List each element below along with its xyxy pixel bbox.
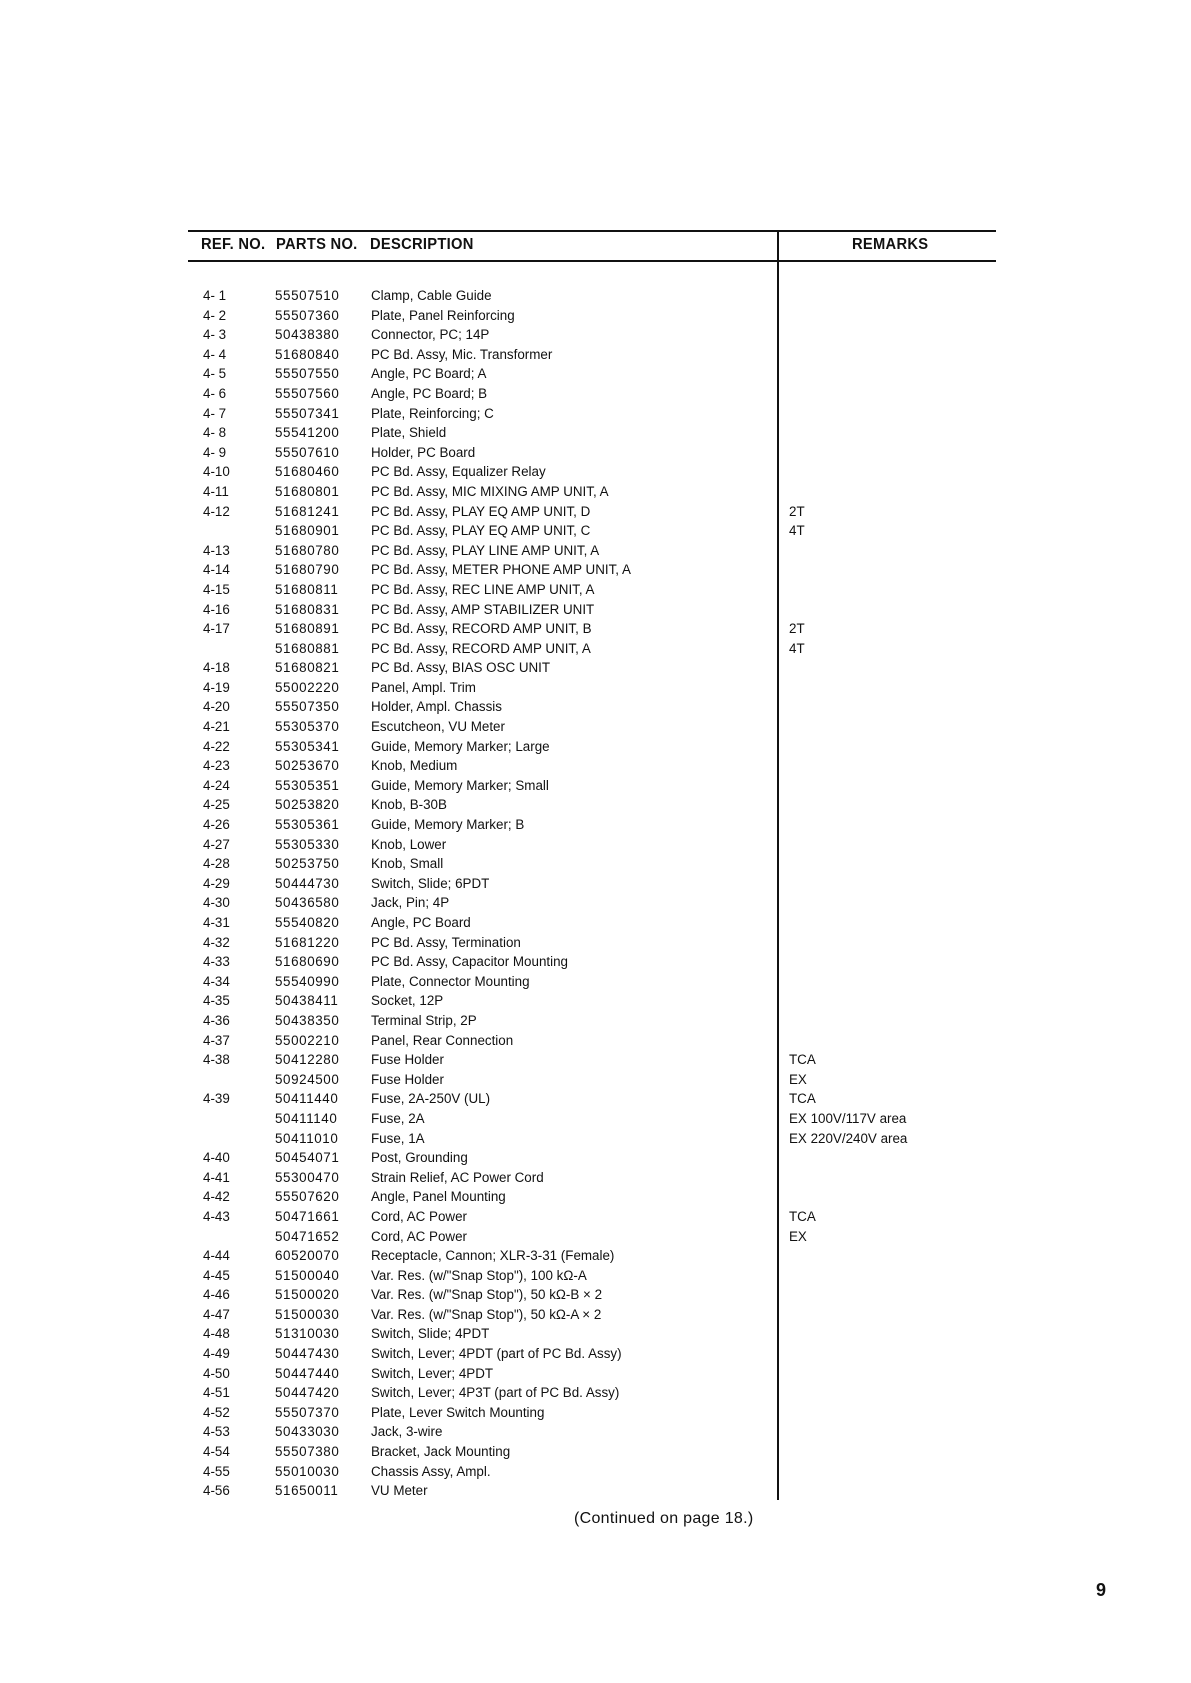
row-parts-no: 51310030 [275, 1326, 340, 1342]
table-row [0, 1324, 1191, 1344]
table-row [0, 952, 1191, 972]
row-ref-no: 4-24 [203, 777, 230, 793]
table-row [0, 776, 1191, 796]
row-ref-no: 4-14 [203, 562, 230, 578]
row-ref-no: 4-10 [203, 464, 230, 480]
table-row [0, 345, 1191, 365]
table-row [0, 1266, 1191, 1286]
row-description: Cord, AC Power [371, 1228, 468, 1244]
row-ref-no: 4-56 [203, 1483, 230, 1499]
row-parts-no: 51680831 [275, 601, 340, 617]
table-row [0, 933, 1191, 953]
table-row [0, 639, 1191, 659]
header-description: DESCRIPTION [370, 236, 474, 253]
table-header-rule [188, 260, 996, 262]
row-remarks: TCA [789, 1091, 816, 1107]
row-parts-no: 55507380 [275, 1444, 340, 1460]
row-ref-no: 4-26 [203, 817, 230, 833]
row-ref-no: 4-40 [203, 1150, 230, 1166]
row-ref-no: 4-41 [203, 1169, 230, 1185]
row-parts-no: 50411010 [275, 1130, 339, 1146]
row-parts-no: 55507360 [275, 307, 340, 323]
table-row [0, 580, 1191, 600]
row-remarks: 4T [789, 640, 805, 656]
row-description: Plate, Connector Mounting [371, 973, 530, 989]
continued-note: (Continued on page 18.) [574, 1510, 754, 1527]
row-ref-no: 4-15 [203, 581, 230, 597]
row-parts-no: 55507350 [275, 699, 340, 715]
row-parts-no: 50447440 [275, 1365, 340, 1381]
row-ref-no: 4-48 [203, 1326, 230, 1342]
table-row [0, 1070, 1191, 1090]
row-description: Var. Res. (w/"Snap Stop"), 50 kΩ-B × 2 [371, 1287, 603, 1303]
table-row [0, 1031, 1191, 1051]
row-ref-no: 4-28 [203, 856, 230, 872]
row-description: Chassis Assy, Ampl. [371, 1463, 491, 1479]
row-ref-no: 4-27 [203, 836, 230, 852]
table-row [0, 1207, 1191, 1227]
row-ref-no: 4-20 [203, 699, 230, 715]
row-parts-no: 55305330 [275, 836, 340, 852]
row-ref-no: 4-31 [203, 915, 230, 930]
row-description: Panel, Ampl. Trim [371, 679, 476, 695]
row-ref-no: 4-35 [203, 993, 230, 1009]
row-description: Receptacle, Cannon; XLR-3-31 (Female) [371, 1248, 615, 1264]
row-parts-no: 51680460 [275, 464, 340, 480]
row-ref-no: 4-19 [203, 679, 230, 695]
row-parts-no: 51680811 [275, 581, 339, 597]
row-remarks: EX [789, 1071, 807, 1087]
row-parts-no: 55507560 [275, 385, 340, 401]
row-parts-no: 50447420 [275, 1385, 340, 1401]
table-row [0, 600, 1191, 620]
row-parts-no: 50444730 [275, 875, 340, 891]
row-description: Plate, Panel Reinforcing [371, 307, 515, 323]
row-parts-no: 55305361 [275, 817, 340, 833]
row-description: Bracket, Jack Mounting [371, 1444, 511, 1460]
row-parts-no: 55002220 [275, 679, 340, 695]
row-parts-no: 55507510 [275, 288, 340, 303]
table-row [0, 697, 1191, 717]
row-remarks: EX 100V/117V area [789, 1110, 907, 1126]
row-description: PC Bd. Assy, METER PHONE AMP UNIT, A [371, 562, 631, 578]
row-description: Angle, PC Board; A [371, 366, 487, 382]
table-row [0, 1462, 1191, 1482]
row-description: Connector, PC; 14P [371, 327, 490, 343]
row-ref-no: 4-13 [203, 542, 230, 558]
row-description: PC Bd. Assy, REC LINE AMP UNIT, A [371, 581, 595, 597]
row-description: PC Bd. Assy, RECORD AMP UNIT, B [371, 621, 592, 637]
row-parts-no: 51500040 [275, 1267, 340, 1283]
row-parts-no: 55300470 [275, 1169, 340, 1185]
row-ref-no: 4-43 [203, 1208, 230, 1224]
row-ref-no: 4- 4 [203, 346, 227, 362]
header-parts-no: PARTS NO. [276, 236, 358, 253]
row-parts-no: 55305370 [275, 719, 340, 735]
row-description: Var. Res. (w/"Snap Stop"), 50 kΩ-A × 2 [371, 1306, 602, 1322]
row-description: Angle, Panel Mounting [371, 1189, 506, 1205]
table-row [0, 1227, 1191, 1247]
row-description: PC Bd. Assy, RECORD AMP UNIT, A [371, 640, 591, 656]
row-description: Escutcheon, VU Meter [371, 719, 505, 735]
row-description: Fuse Holder [371, 1071, 444, 1087]
table-row [0, 1109, 1191, 1129]
row-remarks: TCA [789, 1208, 816, 1224]
table-row [0, 717, 1191, 737]
row-parts-no: 50411440 [275, 1091, 339, 1107]
row-parts-no: 50924500 [275, 1071, 340, 1087]
row-parts-no: 55507550 [275, 366, 340, 382]
row-remarks: TCA [789, 1052, 816, 1068]
row-ref-no: 4-11 [203, 483, 229, 499]
table-row [0, 658, 1191, 678]
row-parts-no: 55540990 [275, 973, 340, 989]
row-description: Var. Res. (w/"Snap Stop"), 100 kΩ-A [371, 1267, 587, 1283]
row-ref-no: 4-42 [203, 1189, 230, 1205]
row-description: Switch, Slide; 4PDT [371, 1326, 490, 1342]
row-parts-no: 55305341 [275, 738, 340, 754]
table-row [0, 1442, 1191, 1462]
row-parts-no: 51680901 [275, 523, 340, 539]
table-row [0, 1383, 1191, 1403]
table-row [0, 1187, 1191, 1207]
row-ref-no: 4-33 [203, 954, 230, 970]
row-description: Plate, Reinforcing; C [371, 405, 494, 421]
table-row [0, 325, 1191, 345]
table-row [0, 815, 1191, 835]
row-ref-no: 4-21 [203, 719, 230, 735]
table-row [0, 1285, 1191, 1305]
row-description: PC Bd. Assy, Termination [371, 934, 521, 950]
row-parts-no: 50253670 [275, 758, 340, 774]
table-row [0, 756, 1191, 776]
row-description: PC Bd. Assy, Capacitor Mounting [371, 954, 568, 970]
row-ref-no: 4- 1 [203, 288, 227, 303]
row-ref-no: 4-17 [203, 621, 230, 637]
row-ref-no: 4- 3 [203, 327, 227, 343]
row-description: Angle, PC Board; B [371, 385, 488, 401]
table-row [0, 913, 1191, 933]
table-row [0, 1305, 1191, 1325]
row-parts-no: 55507370 [275, 1404, 340, 1420]
row-ref-no: 4-16 [203, 601, 230, 617]
row-description: Guide, Memory Marker; B [371, 817, 525, 833]
row-description: Guide, Memory Marker; Small [371, 777, 549, 793]
row-ref-no: 4-45 [203, 1267, 230, 1283]
table-row [0, 1089, 1191, 1109]
row-ref-no: 4-32 [203, 934, 230, 950]
row-ref-no: 4- 7 [203, 405, 227, 421]
table-row [0, 541, 1191, 561]
row-parts-no: 50433030 [275, 1424, 340, 1440]
table-top-rule [188, 230, 996, 232]
row-description: Fuse, 1A [371, 1130, 425, 1146]
row-description: PC Bd. Assy, AMP STABILIZER UNIT [371, 601, 595, 617]
table-row [0, 854, 1191, 874]
table-row [0, 306, 1191, 326]
header-remarks: REMARKS [852, 236, 929, 253]
row-parts-no: 51681241 [275, 503, 340, 519]
table-row [0, 737, 1191, 757]
row-parts-no: 50471652 [275, 1228, 340, 1244]
table-row [0, 893, 1191, 913]
row-parts-no: 51500030 [275, 1306, 340, 1322]
row-parts-no: 51680780 [275, 542, 340, 558]
row-ref-no: 4- 8 [203, 425, 227, 441]
table-row [0, 1364, 1191, 1384]
row-parts-no: 51680821 [275, 660, 340, 676]
table-row [0, 619, 1191, 639]
row-parts-no: 51680790 [275, 562, 340, 578]
row-description: Holder, Ampl. Chassis [371, 699, 502, 715]
row-parts-no: 50438411 [275, 993, 339, 1009]
table-row [0, 1050, 1191, 1070]
row-description: Fuse, 2A-250V (UL) [371, 1091, 491, 1107]
row-parts-no: 55507610 [275, 444, 340, 460]
row-ref-no: 4-46 [203, 1287, 230, 1303]
table-row [0, 462, 1191, 482]
row-ref-no: 4-38 [203, 1052, 230, 1068]
row-description: Holder, PC Board [371, 444, 476, 460]
row-parts-no: 50471661 [275, 1208, 340, 1224]
row-description: Switch, Lever; 4PDT [371, 1365, 494, 1381]
table-row [0, 1422, 1191, 1442]
row-parts-no: 55540820 [275, 915, 340, 930]
table-row [0, 1481, 1191, 1501]
row-description: PC Bd. Assy, PLAY EQ AMP UNIT, C [371, 523, 591, 539]
row-ref-no: 4-47 [203, 1306, 230, 1322]
row-description: Jack, Pin; 4P [371, 895, 450, 911]
row-ref-no: 4-25 [203, 797, 230, 813]
row-description: Jack, 3-wire [371, 1424, 443, 1440]
row-description: Fuse, 2A [371, 1110, 425, 1126]
row-description: Switch, Lever; 4P3T (part of PC Bd. Assy) [371, 1385, 620, 1401]
row-ref-no: 4-37 [203, 1032, 230, 1048]
row-parts-no: 55002210 [275, 1032, 340, 1048]
row-description: Plate, Lever Switch Mounting [371, 1404, 545, 1420]
row-ref-no: 4- 6 [203, 385, 227, 401]
row-description: Switch, Lever; 4PDT (part of PC Bd. Assy) [371, 1346, 622, 1362]
row-description: Knob, Small [371, 856, 444, 872]
row-parts-no: 50438380 [275, 327, 340, 343]
table-row [0, 384, 1191, 404]
row-parts-no: 50253820 [275, 797, 340, 813]
row-ref-no: 4-12 [203, 503, 230, 519]
row-ref-no: 4-36 [203, 1012, 230, 1028]
table-row [0, 286, 1191, 306]
table-row [0, 1168, 1191, 1188]
row-remarks: 2T [789, 503, 805, 519]
row-description: PC Bd. Assy, PLAY EQ AMP UNIT, D [371, 503, 591, 519]
table-row [0, 835, 1191, 855]
row-parts-no: 51680801 [275, 483, 340, 499]
table-row [0, 404, 1191, 424]
row-parts-no: 55507341 [275, 405, 340, 421]
row-description: Knob, Lower [371, 836, 447, 852]
row-description: PC Bd. Assy, MIC MIXING AMP UNIT, A [371, 483, 609, 499]
row-parts-no: 50411140 [275, 1110, 338, 1126]
row-ref-no: 4-34 [203, 973, 230, 989]
row-parts-no: 50447430 [275, 1346, 340, 1362]
table-row [0, 521, 1191, 541]
row-remarks: 4T [789, 523, 805, 539]
row-ref-no: 4- 5 [203, 366, 227, 382]
table-row [0, 1148, 1191, 1168]
table-row [0, 423, 1191, 443]
row-parts-no: 55507620 [275, 1189, 340, 1205]
table-row [0, 560, 1191, 580]
table-row [0, 364, 1191, 384]
row-parts-no: 50412280 [275, 1052, 340, 1068]
row-ref-no: 4-52 [203, 1404, 230, 1420]
row-description: Fuse Holder [371, 1052, 444, 1068]
row-description: Clamp, Cable Guide [371, 288, 492, 303]
header-ref-no: REF. NO. [201, 236, 266, 253]
row-description: Angle, PC Board [371, 915, 471, 930]
row-description: Knob, B-30B [371, 797, 447, 813]
row-ref-no: 4-18 [203, 660, 230, 676]
row-ref-no: 4-39 [203, 1091, 230, 1107]
row-parts-no: 50436580 [275, 895, 340, 911]
row-parts-no: 51681220 [275, 934, 340, 950]
row-ref-no: 4-29 [203, 875, 230, 891]
row-description: PC Bd. Assy, Equalizer Relay [371, 464, 546, 480]
row-description: PC Bd. Assy, Mic. Transformer [371, 346, 553, 362]
row-ref-no: 4-51 [203, 1385, 230, 1401]
row-parts-no: 55010030 [275, 1463, 340, 1479]
row-ref-no: 4- 9 [203, 444, 227, 460]
row-ref-no: 4-54 [203, 1444, 230, 1460]
row-parts-no: 55541200 [275, 425, 340, 441]
row-remarks: 2T [789, 621, 805, 637]
table-row [0, 1344, 1191, 1364]
table-row [0, 482, 1191, 502]
row-ref-no: 4-30 [203, 895, 230, 911]
row-description: Terminal Strip, 2P [371, 1012, 477, 1028]
row-parts-no: 51680690 [275, 954, 340, 970]
row-parts-no: 50454071 [275, 1150, 340, 1166]
table-row [0, 991, 1191, 1011]
table-row [0, 1011, 1191, 1031]
row-parts-no: 55305351 [275, 777, 340, 793]
row-ref-no: 4-50 [203, 1365, 230, 1381]
page-number: 9 [1096, 1580, 1107, 1600]
row-ref-no: 4-23 [203, 758, 230, 774]
row-parts-no: 51500020 [275, 1287, 340, 1303]
table-row [0, 1129, 1191, 1149]
table-row [0, 972, 1191, 992]
row-parts-no: 50438350 [275, 1012, 340, 1028]
row-parts-no: 51680840 [275, 346, 340, 362]
row-description: PC Bd. Assy, PLAY LINE AMP UNIT, A [371, 542, 600, 558]
row-description: VU Meter [371, 1483, 428, 1499]
row-remarks: EX [789, 1228, 807, 1244]
row-ref-no: 4- 2 [203, 307, 227, 323]
row-parts-no: 51680891 [275, 621, 340, 637]
row-description: Knob, Medium [371, 758, 458, 774]
table-row [0, 678, 1191, 698]
row-ref-no: 4-44 [203, 1248, 230, 1264]
table-row [0, 443, 1191, 463]
row-description: Socket, 12P [371, 993, 444, 1009]
table-row [0, 502, 1191, 522]
row-description: Cord, AC Power [371, 1208, 468, 1224]
row-description: Post, Grounding [371, 1150, 468, 1166]
table-row [0, 1246, 1191, 1266]
row-description: PC Bd. Assy, BIAS OSC UNIT [371, 660, 551, 676]
row-parts-no: 60520070 [275, 1248, 340, 1264]
row-ref-no: 4-22 [203, 738, 230, 754]
table-row [0, 795, 1191, 815]
row-description: Switch, Slide; 6PDT [371, 875, 490, 891]
row-ref-no: 4-49 [203, 1346, 230, 1362]
row-parts-no: 50253750 [275, 856, 340, 872]
row-description: Panel, Rear Connection [371, 1032, 514, 1048]
row-description: Strain Relief, AC Power Cord [371, 1169, 544, 1185]
row-remarks: EX 220V/240V area [789, 1130, 908, 1146]
row-description: Guide, Memory Marker; Large [371, 738, 550, 754]
row-ref-no: 4-53 [203, 1424, 230, 1440]
row-parts-no: 51650011 [275, 1483, 339, 1499]
parts-table-body [0, 286, 1191, 1501]
row-description: Plate, Shield [371, 425, 447, 441]
table-row [0, 874, 1191, 894]
table-row [0, 1403, 1191, 1423]
row-ref-no: 4-55 [203, 1463, 230, 1479]
row-parts-no: 51680881 [275, 640, 340, 656]
